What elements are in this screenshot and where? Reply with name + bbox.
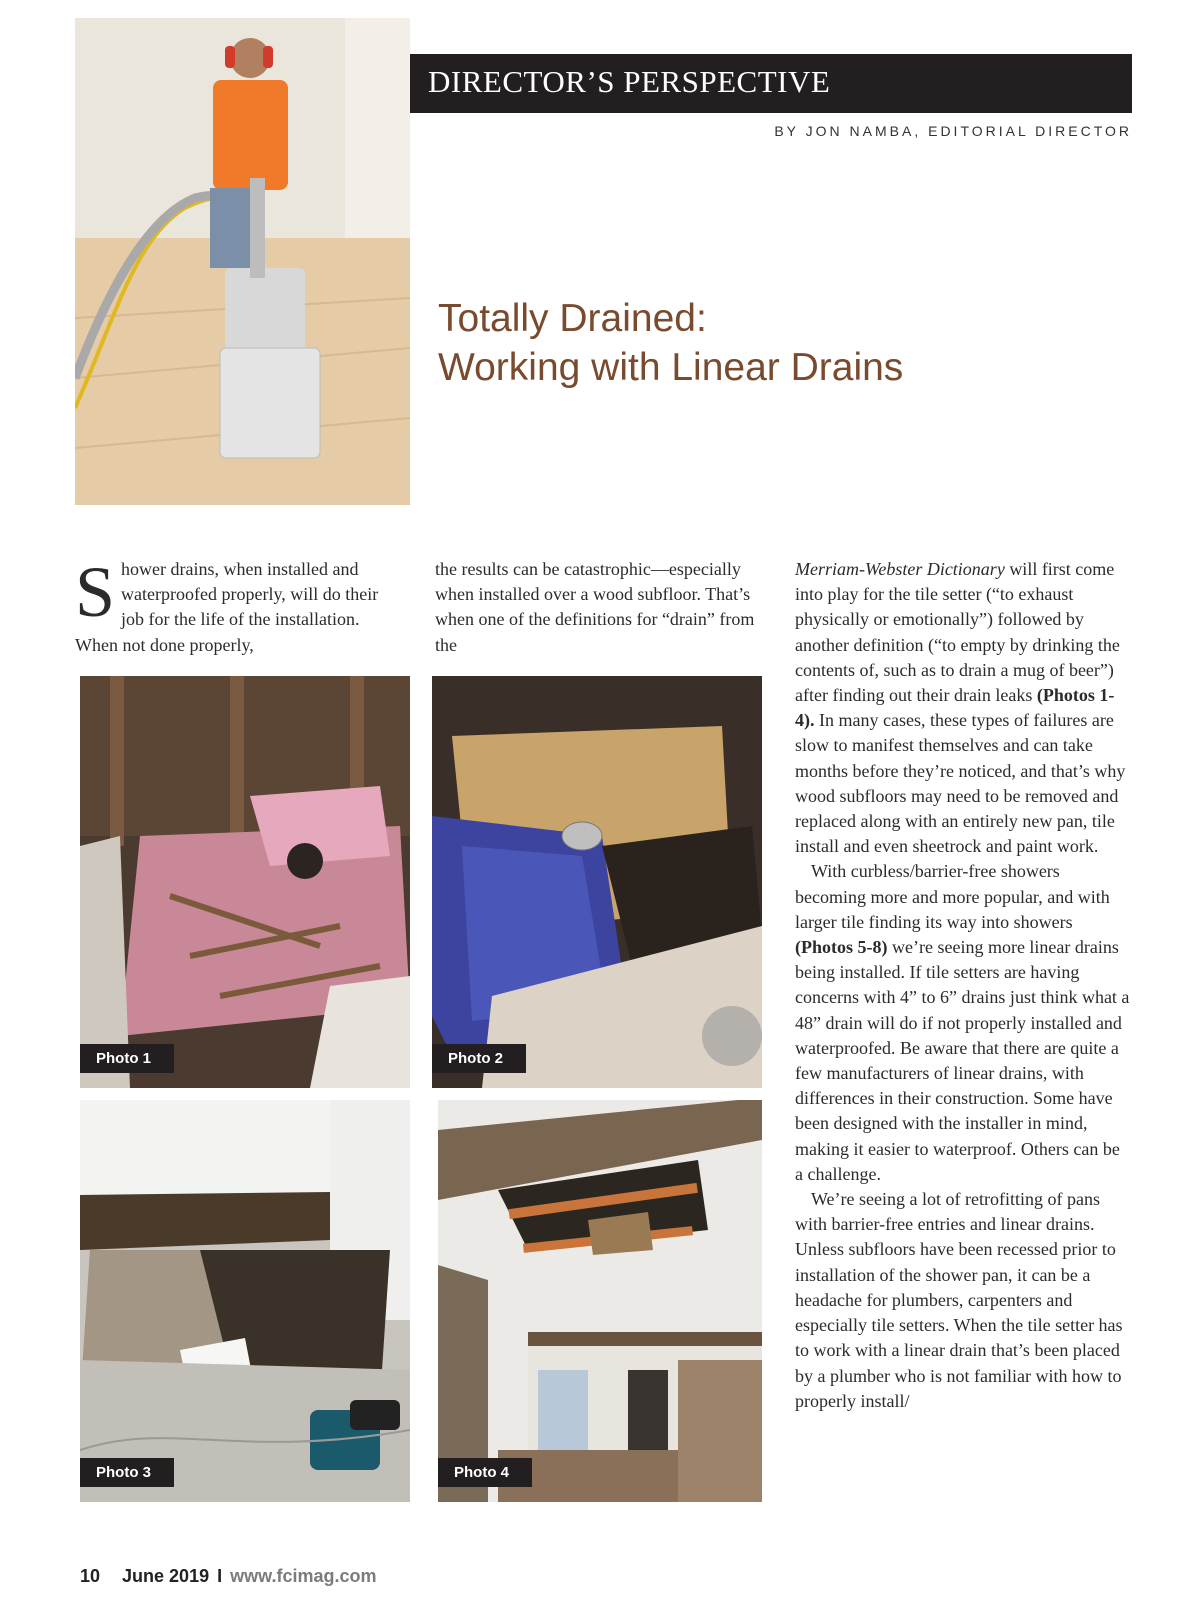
photo-1 [80,676,410,1088]
drop-cap: S [75,552,116,632]
photo-4-art [438,1100,762,1502]
col3-p1-text-b: In many cases, these types of failures are slow to manifest themselves and can take months before they’re noticed, and that’s why wood subfloors may need to be removed and replaced along with an entirely new pan, tile install and even sheetrock and paint work. [795,710,1126,857]
photo-2 [432,676,762,1088]
headline-line-1: Totally Drained: [438,297,707,340]
photo-reference-5-8: (Photos 5-8) [795,937,888,958]
photo-2-art [432,676,762,1088]
photo-4 [438,1100,762,1502]
photo-1-label: Photo 1 [80,1044,174,1073]
col3-p2-text-a: With curbless/barrier-free showers becoming more and more popular, and with larger tile finding its way into showers [795,861,1110,932]
page-number: 10 [80,1566,101,1586]
col1-text: hower drains, when installed and waterproofed properly, will do their job for the life of the installation. When not done properly, [75,559,379,655]
section-title: DIRECTOR’S PERSPECTIVE [428,64,831,99]
photo-reference-1-4: (Photos 1-4). [795,685,1115,731]
body-column-1 [75,552,395,658]
article-headline [438,294,1078,392]
col3-paragraph-3: We’re seeing a lot of retrofitting of pans with barrier-free entries and linear drains. Unless subfloors have been recessed prior to installation of the shower pan, it can be a headache for plumbers, carpenters and especially tile setters. When the tile setter has to work with a linear drain that’s been placed by a plumber who is not familiar with how to properly install/ [795,1189,1123,1411]
issue-date: June 2019 [122,1566,210,1586]
col3-paragraph-1 [795,557,1130,859]
photo-4-label: Photo 4 [438,1458,532,1487]
col3-p1-text-a: will first come into play for the tile setter (“to exhaust physically or emotionally”) followed by another definition (“to empty by drinking the contents of, such as to drain a mug of beer”) after finding out their drain leaks [795,559,1120,706]
col2-text: the results can be catastrophic—especially when installed over a wood subfloor. That’s when one of the definitions for “drain” from the [435,559,755,655]
website-link[interactable]: www.fcimag.com [230,1566,377,1586]
page-footer [80,1566,376,1587]
photo-2-label: Photo 2 [432,1044,526,1073]
col3-paragraph-2 [795,859,1130,1187]
photo-3 [80,1100,410,1502]
hero-photo [75,18,410,505]
body-column-3 [795,557,1130,1414]
byline: BY JON NAMBA, EDITORIAL DIRECTOR [774,123,1132,139]
photo-1-art [80,676,410,1088]
body-column-2 [435,557,755,658]
hero-photo-art [75,18,410,505]
intro-paragraph [75,552,395,658]
photo-3-art [80,1100,410,1502]
col3-p2-text-b: we’re seeing more linear drains being installed. If tile setters are having concerns with 4” to 6” drains just think what a 48” drain will do if not properly installed and waterproofed. Be aware that there are quite a few manufacturers of linear drains, with differences in their construction. Some have been designed with the installer in mind, making it easier to waterproof. Others can be a challenge. [795,937,1130,1184]
photo-3-label: Photo 3 [80,1458,174,1487]
headline-line-2: Working with Linear Drains [438,346,904,389]
footer-separator: I [217,1566,223,1586]
dictionary-title: Merriam-Webster Dictionary [795,559,1005,579]
